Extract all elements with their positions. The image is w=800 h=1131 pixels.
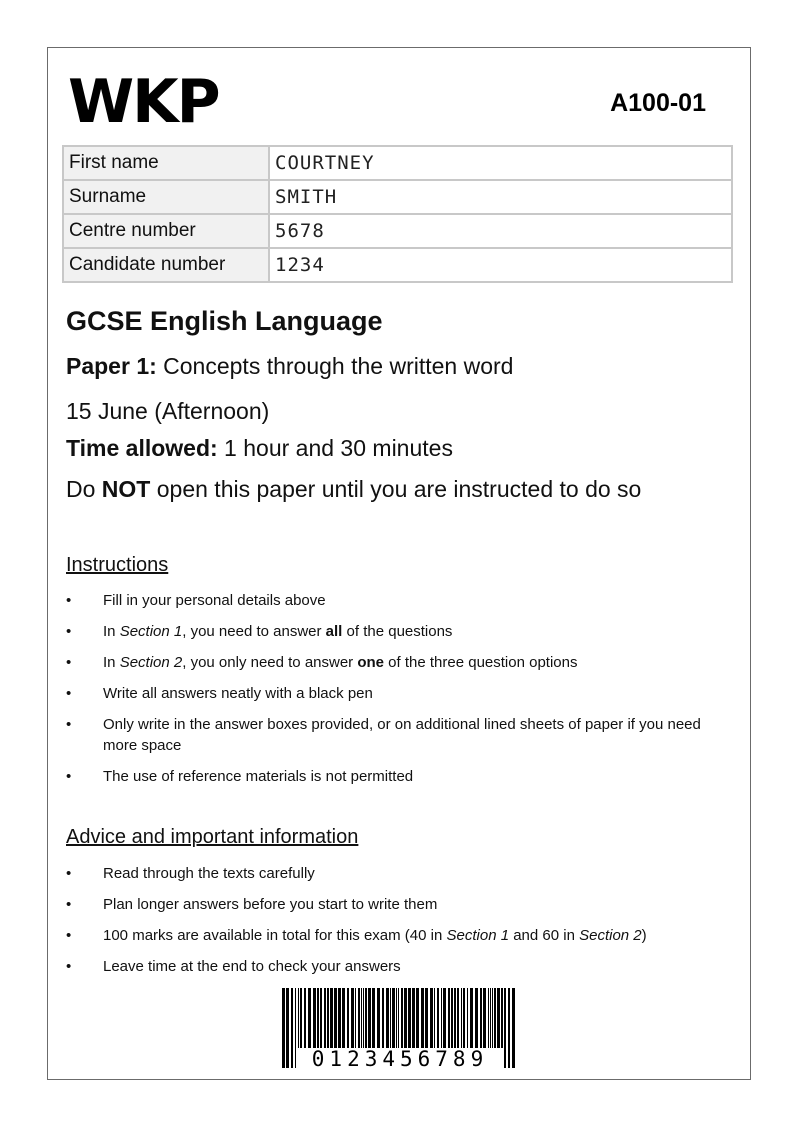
candidate-number-value: 1234 xyxy=(269,248,732,282)
first-name-label: First name xyxy=(63,146,269,180)
item-text: Fill in your personal details above xyxy=(103,592,326,609)
barcode-bar xyxy=(286,988,289,1068)
list-item xyxy=(48,766,738,787)
barcode-bar xyxy=(295,988,296,1068)
item-text: and 60 in xyxy=(509,927,580,944)
details-row-first-name xyxy=(63,146,732,180)
bullet-icon: • xyxy=(66,592,72,609)
advice-list xyxy=(48,863,738,987)
wkp-logo: WKP xyxy=(68,67,219,137)
candidate-number-label: Candidate number xyxy=(63,248,269,282)
bullet-icon: • xyxy=(66,716,72,733)
item-text: Plan longer answers before you start to write them xyxy=(103,896,438,913)
paper-label: Paper 1: xyxy=(66,353,157,379)
surname-value: SMITH xyxy=(269,180,732,214)
item-text: , you need to answer xyxy=(182,623,326,640)
exam-date: 15 June (Afternoon) xyxy=(66,398,270,424)
item-text: In xyxy=(103,654,120,671)
notice-strong: NOT xyxy=(101,476,151,502)
bullet-icon: • xyxy=(66,927,72,944)
exam-title: GCSE English Language xyxy=(66,306,383,336)
item-italic: Section 2 xyxy=(119,654,183,671)
item-text: 100 marks are available in total for this exam (40 in xyxy=(103,927,447,944)
list-item xyxy=(48,894,738,915)
details-row-centre-number xyxy=(63,214,732,248)
item-text: Read through the texts carefully xyxy=(103,865,315,882)
item-italic: Section 1 xyxy=(119,623,183,640)
list-item xyxy=(48,621,738,642)
item-text: ) xyxy=(641,927,647,944)
barcode-bar xyxy=(504,988,506,1068)
barcode-bar xyxy=(512,988,515,1068)
time-allowed-label: Time allowed: xyxy=(66,435,218,461)
notice-pre: Do xyxy=(66,476,102,502)
item-text: In xyxy=(103,623,120,640)
candidate-details-table xyxy=(62,145,733,283)
item-italic: Section 2 xyxy=(579,927,642,944)
list-item xyxy=(48,863,738,884)
barcode-digits: 0123456789 xyxy=(311,1047,489,1068)
first-name-value: COURTNEY xyxy=(269,146,732,180)
bullet-icon: • xyxy=(66,623,72,640)
paper-name: Concepts through the written word xyxy=(156,353,514,379)
item-bold: one xyxy=(357,654,385,671)
bullet-icon: • xyxy=(66,896,72,913)
surname-label: Surname xyxy=(63,180,269,214)
item-text: Leave time at the end to check your answers xyxy=(103,958,401,975)
item-bold: all xyxy=(325,623,343,640)
barcode xyxy=(280,988,520,1068)
list-item xyxy=(48,683,738,704)
instructions-heading: Instructions xyxy=(66,554,169,576)
barcode-bar xyxy=(291,988,293,1068)
list-item xyxy=(48,714,738,756)
bullet-icon: • xyxy=(66,958,72,975)
details-row-surname xyxy=(63,180,732,214)
details-row-candidate-number xyxy=(63,248,732,282)
notice-post: open this paper until you are instructed to do so xyxy=(150,476,642,502)
barcode-bar xyxy=(508,988,510,1068)
barcode-bar xyxy=(282,988,285,1068)
do-not-open-notice xyxy=(66,474,641,504)
item-text: of the three question options xyxy=(384,654,578,671)
list-item xyxy=(48,652,738,673)
bullet-icon: • xyxy=(66,768,72,785)
item-text: of the questions xyxy=(342,623,453,640)
advice-heading: Advice and important information xyxy=(66,826,359,848)
bullet-icon: • xyxy=(66,865,72,882)
centre-number-label: Centre number xyxy=(63,214,269,248)
list-item xyxy=(48,590,738,611)
exam-cover-page xyxy=(47,47,751,1080)
list-item xyxy=(48,956,738,977)
bullet-icon: • xyxy=(66,685,72,702)
centre-number-value: 5678 xyxy=(269,214,732,248)
time-allowed-line xyxy=(66,433,453,463)
item-text: The use of reference materials is not permitted xyxy=(103,768,414,785)
item-text: , you only need to answer xyxy=(182,654,358,671)
list-item xyxy=(48,925,738,946)
paper-code: A100-01 xyxy=(610,89,706,117)
item-text: Write all answers neatly with a black pen xyxy=(103,685,373,702)
item-italic: Section 1 xyxy=(446,927,510,944)
bullet-icon: • xyxy=(66,654,72,671)
paper-line xyxy=(66,351,513,381)
time-allowed-value: 1 hour and 30 minutes xyxy=(217,435,453,461)
item-text: Only write in the answer boxes provided, or on additional lined sheets of paper if you need more space xyxy=(103,716,701,754)
instructions-list xyxy=(48,590,738,797)
